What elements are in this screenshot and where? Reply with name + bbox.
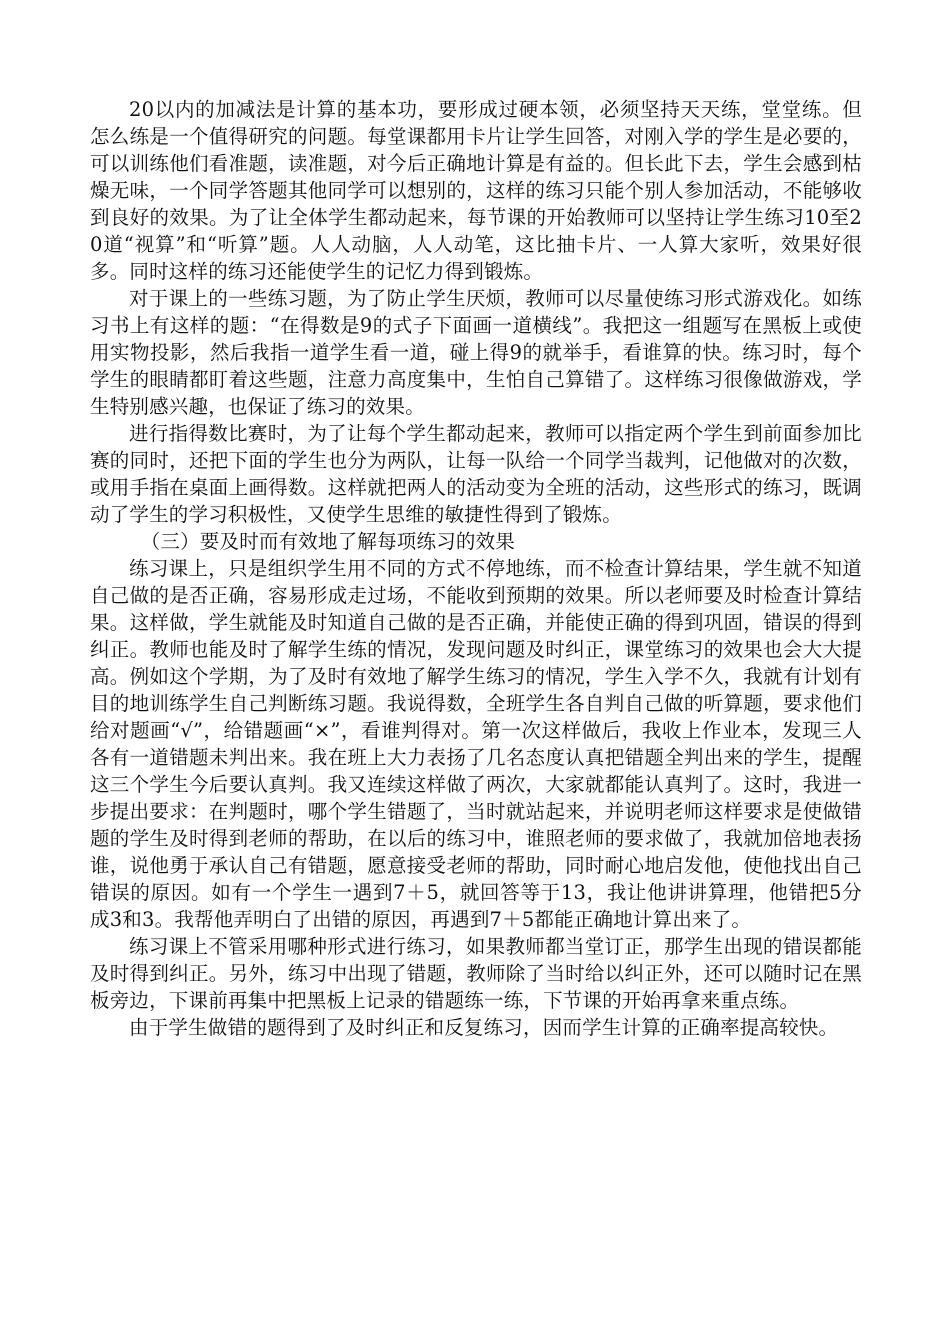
paragraph-competition: 进行指得数比赛时，为了让每个学生都动起来，教师可以指定两个学生到前面参加比赛的同时，还把下面的学生也分为两队，让每一队给一个同学当裁判，记他做对的次数，或用手指在桌面上画得数。这样就把两人的活动变为全班的活动，这些形式的练习，既调动了学生的学习积极性，又使学生思维的敏捷性得到了锻炼。 [90,422,862,526]
paragraph-correction: 练习课上不管采用哪种形式进行练习，如果教师都当堂订正，那学生出现的错误都能及时得到纠正。另外，练习中出现了错题，教师除了当时给以纠正外，还可以随时记在黑板旁边，下课前再集中把黑板上记录的错题练一练，下节课的开始再拿来重点练。 [90,935,862,1012]
paragraph-conclusion: 由于学生做错的题得到了及时纠正和反复练习，因而学生计算的正确率提高较快。 [129,1016,839,1039]
paragraph-checking-results: 练习课上，只是组织学生用不同的方式不停地练，而不检查计算结果，学生就不知道自己做的是否正确，容易形成走过场，不能收到预期的效果。所以老师要及时检查计算结果。这样做，学生就能及时知道自己做的是否正确，并能使正确的得到巩固，错误的得到纠正。教师也能及时了解学生练的情况，发现问题及时纠正，课堂练习的效果也会大大提高。例如这个学期，为了及时有效地了解学生练习的情况，学生入学不久，我就有计划有目的地训练学生自己判断练习题。我说得数，全班学生各自判自己做的听算题，要求他们给对题画“√”，给错题画“×”，看谁判得对。第一次这样做后，我收上作业本，发现三人各有一道错题未判出来。我在班上大力表扬了几名态度认真把错题全判出来的学生，提醒这三个学生今后要认真判。我又连续这样做了两次，大家就都能认真判了。这时，我进一步提出要求：在判题时，哪个学生错题了，当时就站起来，并说明老师这样要求是使做错题的学生及时得到老师的帮助，在以后的练习中，谁照老师的要求做了，我就加倍地表扬谁，说他勇于承认自己有错题，愿意接受老师的帮助，同时耐心地启发他，使他找出自己错误的原因。如有一个学生一遇到7＋5，就回答等于13，我让他讲讲算理，他错把5分成3和3。我帮他弄明白了出错的原因，再遇到7＋5都能正确地计算出来了。 [90,557,862,931]
document-body [90,96,862,1041]
paragraph-game-practice: 对于课上的一些练习题，为了防止学生厌烦，教师可以尽量使练习形式游戏化。如练习书上有这样的题：“在得数是9的式子下面画一道横线”。我把这一组题写在黑板上或使用实物投影，然后我指一道学生看一道，碰上得9的就举手，看谁算的快。练习时，每个学生的眼睛都盯着这些题，注意力高度集中，生怕自己算错了。这样练习很像做游戏，学生特别感兴趣，也保证了练习的效果。 [90,287,862,418]
paragraph-daily-practice: 20以内的加减法是计算的基本功，要形成过硬本领，必须坚持天天练，堂堂练。但怎么练是一个值得研究的问题。每堂课都用卡片让学生回答，对刚入学的学生是必要的，可以训练他们看准题，读准题，对今后正确地计算是有益的。但长此下去，学生会感到枯燥无味，一个同学答题其他同学可以想别的，这样的练习只能个别人参加活动，不能够收到良好的效果。为了让全体学生都动起来，每节课的开始教师可以坚持让学生练习10至20道“视算”和“听算”题。人人动脑，人人动笔，这比抽卡片、一人算大家听，效果好很多。同时这样的练习还能使学生的记忆力得到锻炼。 [90,98,862,283]
section-heading: （三）要及时而有效地了解每项练习的效果 [140,530,515,553]
